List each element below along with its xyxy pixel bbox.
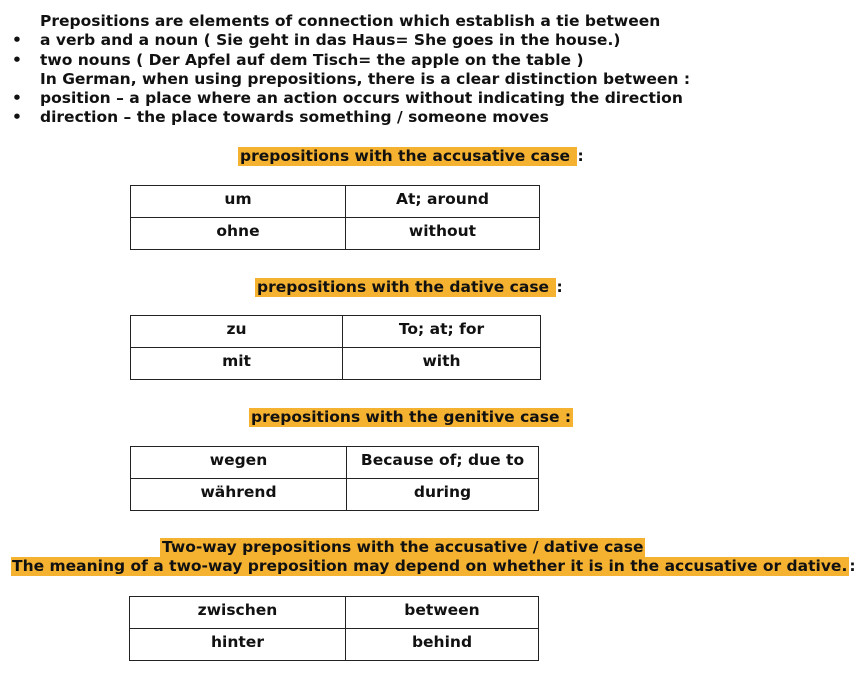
english-cell: At; around [346,186,540,218]
intro-line [0,70,830,89]
dative-table [130,315,541,380]
dative-heading-label: prepositions with the dative case [257,278,555,296]
table-row [131,479,539,511]
intro-line-2: a verb and a noun ( Sie geht in das Haus= She goes in the house.) [40,31,621,50]
german-cell: hinter [130,629,346,661]
intro-line-5: position – a place where an action occurs without indicating the direction [40,89,683,108]
table-row [131,447,539,479]
bullet-item [0,108,830,127]
two-way-description-text: The meaning of a two-way preposition may depend on whether it is in the accusative or dative. [12,557,848,575]
table-row [131,348,541,380]
intro-line [0,12,830,31]
bullet-item [0,89,830,108]
intro-line-1: Prepositions are elements of connection which establish a tie between [40,12,661,30]
bullet-icon: • [12,108,22,127]
accusative-heading-colon: : [577,147,584,165]
german-cell: zwischen [130,597,346,629]
dative-heading-colon: : [556,278,563,296]
dative-heading [255,278,563,297]
german-cell: mit [131,348,343,380]
table-row [131,316,541,348]
accusative-heading [238,147,584,166]
two-way-description-colon: : [849,557,856,575]
table-row [131,186,540,218]
table-row [130,629,539,661]
genitive-heading-label: prepositions with the genitive case : [251,408,572,426]
english-cell: during [347,479,539,511]
bullet-icon: • [12,89,22,108]
english-cell: behind [346,629,539,661]
table-row [131,218,540,250]
two-way-table [129,596,539,661]
table-row [130,597,539,629]
german-cell: ohne [131,218,346,250]
intro-line-3: two nouns ( Der Apfel auf dem Tisch= the apple on the table ) [40,50,584,69]
bullet-item [0,31,830,50]
genitive-heading [249,408,573,427]
english-cell: with [343,348,541,380]
english-cell: To; at; for [343,316,541,348]
german-cell: um [131,186,346,218]
genitive-table [130,446,539,511]
intro-line-4: In German, when using prepositions, there is a clear distinction between : [40,69,691,88]
intro-line-6: direction – the place towards something / someone moves [40,108,549,127]
bullet-icon: • [12,31,22,50]
two-way-heading-label: Two-way prepositions with the accusative / dative case [162,538,644,556]
english-cell: between [346,597,539,629]
two-way-description [11,557,856,576]
german-cell: während [131,479,347,511]
german-cell: zu [131,316,343,348]
intro-text [0,12,830,128]
two-way-heading [160,538,645,557]
bullet-icon: • [12,50,22,69]
english-cell: without [346,218,540,250]
english-cell: Because of; due to [347,447,539,479]
accusative-heading-label: prepositions with the accusative case [240,147,576,165]
bullet-item [0,51,830,70]
german-cell: wegen [131,447,347,479]
accusative-table [130,185,540,250]
